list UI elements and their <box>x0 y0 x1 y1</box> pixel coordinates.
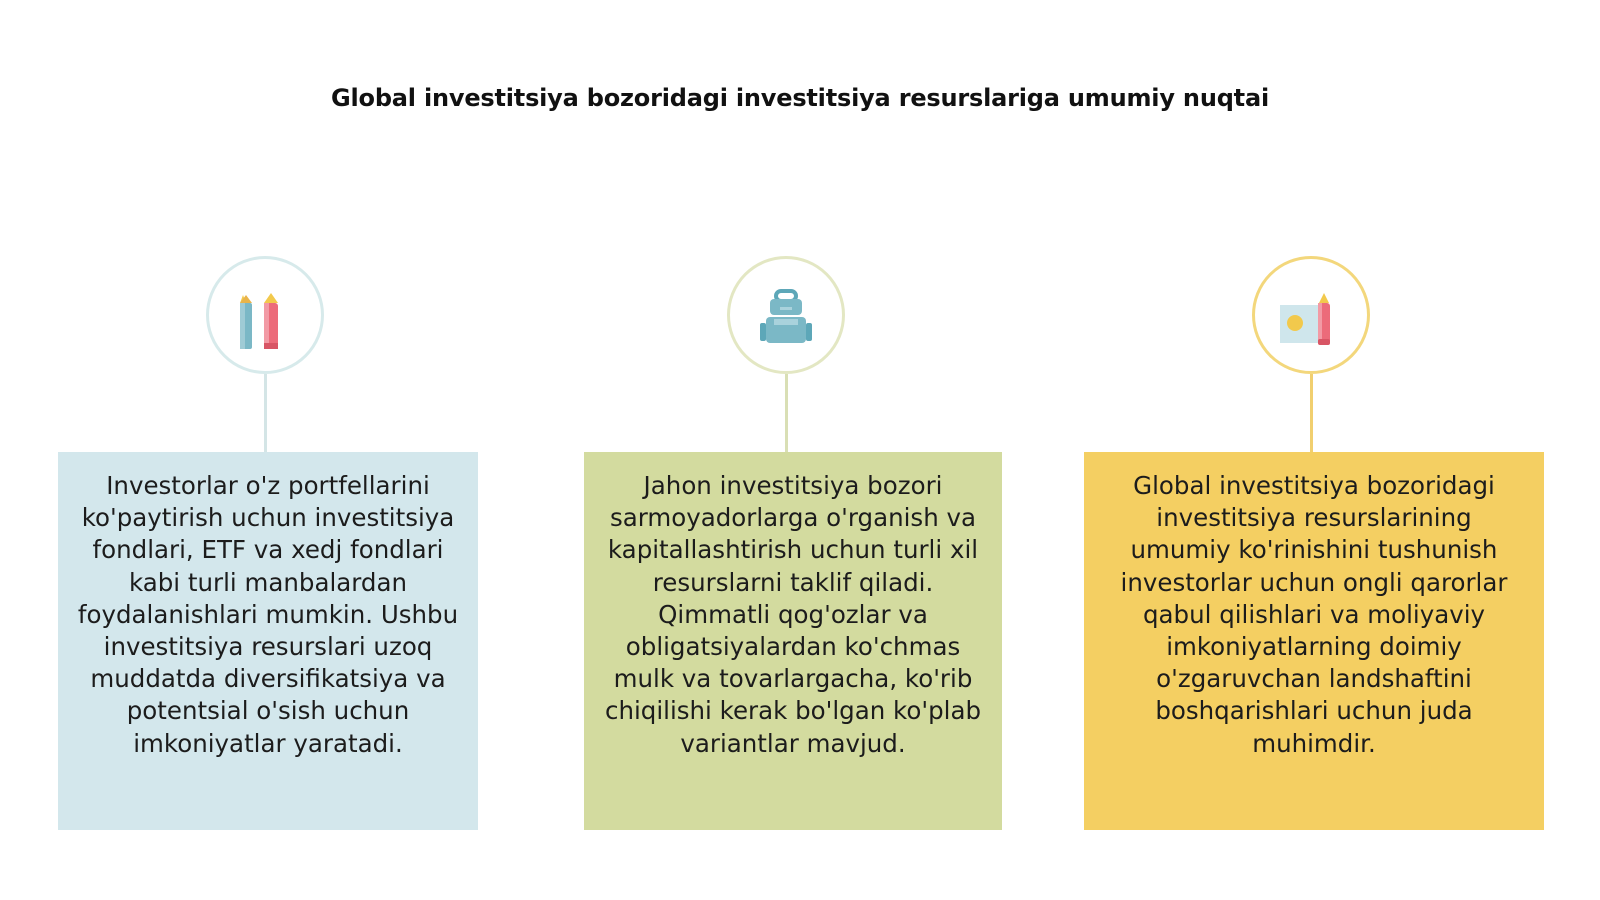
icon-circle-1 <box>206 256 324 374</box>
icon-circle-2 <box>727 256 845 374</box>
connector-line-1 <box>264 374 267 452</box>
page-title: Global investitsiya bozoridagi investitsiya resurslariga umumiy nuqtai <box>331 84 1269 112</box>
connector-line-2 <box>785 374 788 452</box>
resource-card-3: Global investitsiya bozoridagi investitsiya resurslarining umumiy ko'rinishini tushunish investorlar uchun ongli qarorlar qabul qilishlari va moliyaviy imkoniyatlarning doimiy o'zgaruvchan landshaftini boshqarishlari uchun juda muhimdir. <box>1084 452 1544 830</box>
pencils-icon <box>209 259 321 371</box>
backpack-icon <box>730 259 842 371</box>
connector-line-3 <box>1310 374 1313 452</box>
icon-circle-3 <box>1252 256 1370 374</box>
resource-card-2: Jahon investitsiya bozori sarmoyadorlarga o'rganish va kapitallashtirish uchun turli xil resurslarni taklif qiladi. Qimmatli qog'ozlar va obligatsiyalardan ko'chmas mulk va tovarlargacha, ko'rib chiqilishi kerak bo'lgan ko'plab variantlar mavjud. <box>584 452 1002 830</box>
resource-card-1: Investorlar o'z portfellarini ko'paytirish uchun investitsiya fondlari, ETF va xedj fondlari kabi turli manbalardan foydalanishlari mumkin. Ushbu investitsiya resurslari uzoq muddatda diversifikatsiya va potentsial o'sish uchun imkoniyatlar yaratadi. <box>58 452 478 830</box>
paper-and-pencil-icon <box>1255 259 1367 371</box>
